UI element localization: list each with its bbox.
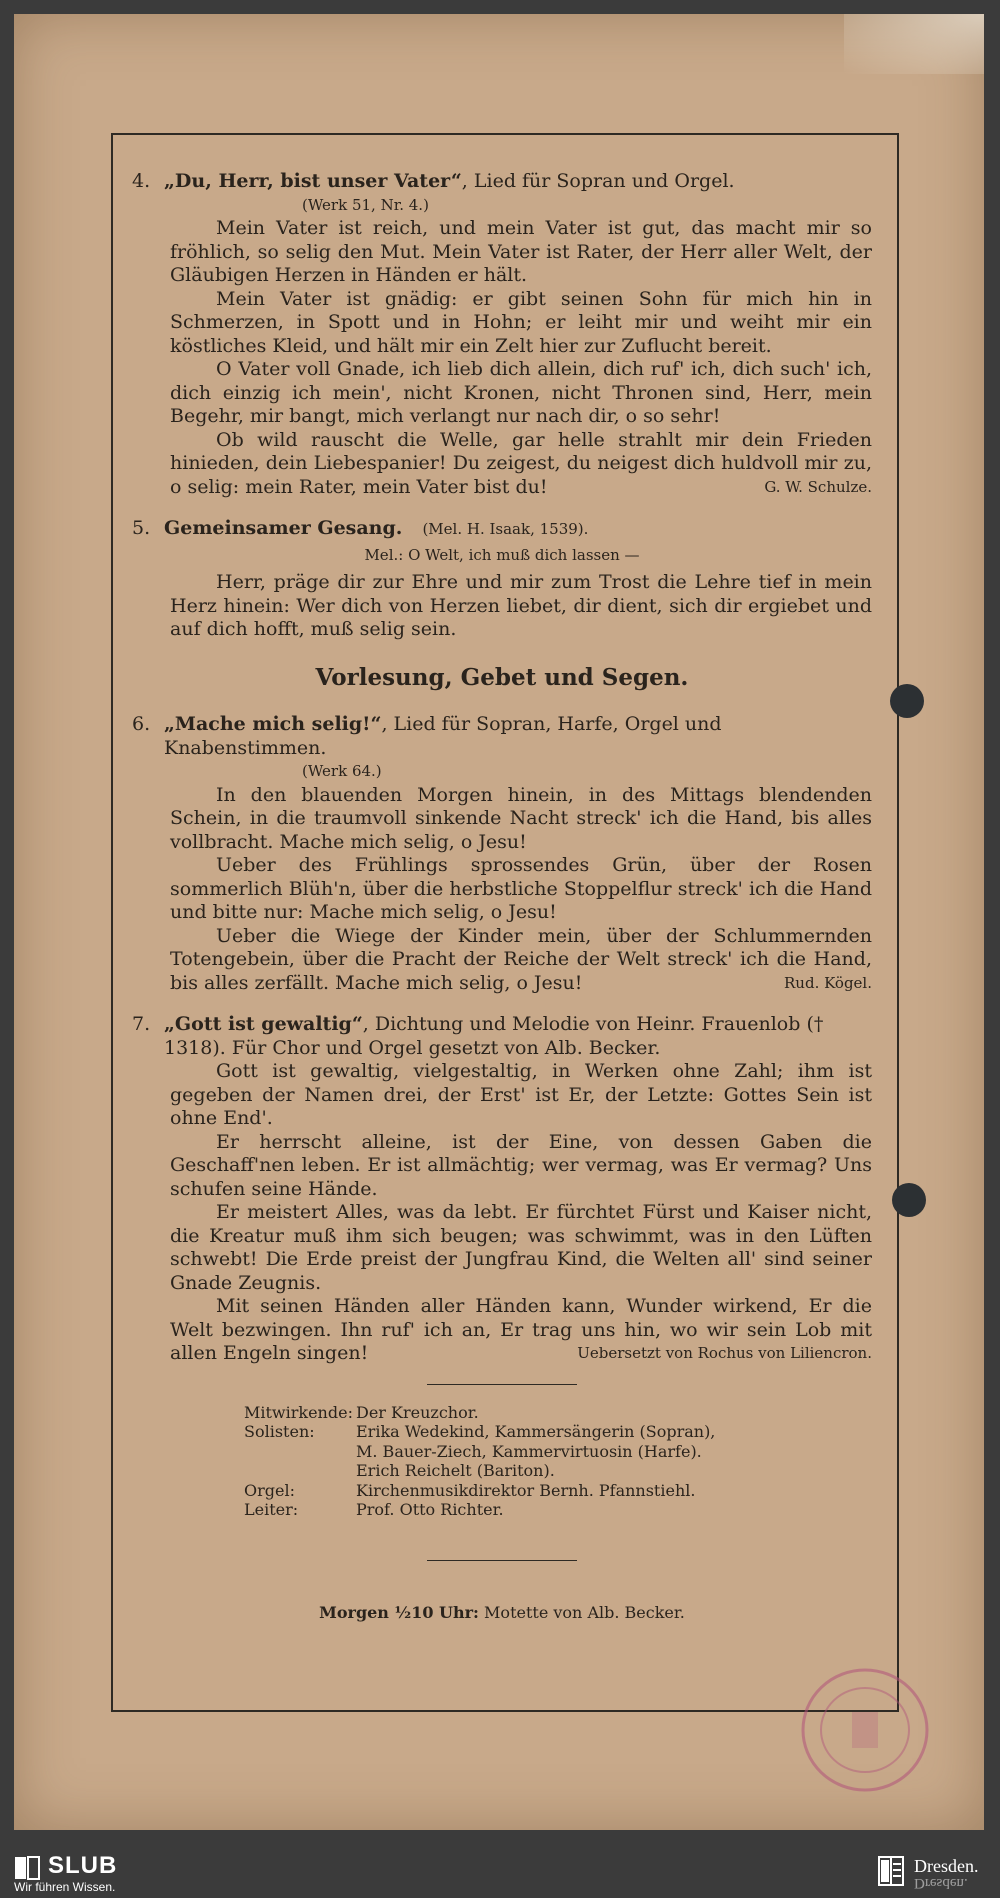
lyrics [170, 217, 872, 499]
item-title: „Gott ist gewaltig“ [164, 1013, 363, 1035]
item-description: , Lied für Sopran, Harfe, Orgel und Knabenstimmen. [164, 713, 722, 759]
lyrics [170, 784, 872, 996]
author-credit: Rud. Kögel. [784, 973, 872, 992]
stanza: Mein Vater ist reich, und mein Vater ist gut, das macht mir so fröhlich, so selig den Mut. Mein Vater ist Rater, der Herr aller Welt, der Gläubigen Herzen in Händen er hält. [170, 217, 872, 286]
slub-slogan: Wir führen Wissen. [14, 1880, 116, 1894]
divider [427, 1384, 577, 1385]
credit-value: Kirchenmusikdirektor Bernh. Pfannstiehl. [356, 1480, 696, 1500]
paper-stain [844, 14, 984, 74]
lyrics [170, 1060, 872, 1366]
credit-value: M. Bauer-Ziech, Kammervirtuosin (Harfe). [356, 1441, 702, 1461]
work-reference: (Werk 64.) [302, 762, 382, 780]
stanza: In den blauenden Morgen hinein, in des Mittags blendenden Schein, in die traumvoll sinkende Nacht streck' ich die Hand, bis alles vollbracht. Mache mich selig, o Jesu! [170, 783, 872, 853]
dresden-coat-of-arms-icon [878, 1856, 904, 1886]
item-number: 5. [132, 517, 151, 539]
slub-name: SLUB [48, 1852, 118, 1879]
author-credit: G. W. Schulze. [764, 477, 872, 496]
performers-list [244, 1403, 872, 1520]
stanza: Herr, präge dir zur Ehre und mir zum Trost die Lehre tief in mein Herz hinein: Wer dich von Herzen liebet, dir dient, sich dir ergiebet und auf dich hofft, muß selig sein. [170, 571, 872, 640]
item-title: Gemeinsamer Gesang. [164, 517, 403, 539]
credit-label: Orgel: [244, 1480, 295, 1500]
slub-logo-icon [14, 1855, 40, 1881]
item-title: „Mache mich selig!“ [164, 713, 382, 735]
author-credit: Uebersetzt von Rochus von Liliencron. [577, 1344, 872, 1362]
binding-hole [890, 684, 924, 718]
next-event-note [132, 1601, 872, 1625]
footer-bar [0, 1846, 1000, 1898]
stanza: O Vater voll Gnade, ich lieb dich allein, dich ruf' ich, dich such' ich, dich einzig ich mein', nicht Kronen, nicht Thronen sind, Herr, mein Begehr, mir bangt, mich verlangt nur nach dir, o so sehr! [170, 358, 872, 427]
program-item-6 [132, 713, 872, 995]
credit-value: Erich Reichelt (Bariton). [356, 1461, 555, 1480]
dresden-name: Dresden. [914, 1856, 979, 1876]
stanza: Ueber die Wiege der Kinder mein, über der Schlummernden Totengebein, über die Pracht der Reiche der Welt streck' ich die Hand, bis alles zerfällt. Mache mich selig, o Jesu! Rud. Kögel. [170, 924, 872, 994]
item-description: , Dichtung und Melodie von Heinr. Frauenlob († 1318). Für Chor und Orgel gesetzt von Alb. Becker. [164, 1013, 824, 1059]
next-event-text: Motette von Alb. Becker. [484, 1602, 685, 1622]
item-number: 6. [132, 713, 151, 735]
melody-source: (Mel. H. Isaak, 1539). [422, 520, 589, 538]
stanza: Gott ist gewaltig, vielgestaltig, in Werken ohne Zahl; ihm ist gegeben der Namen drei, der Erst' ist Er, der Letzte: Gottes Sein ist ohne End'. [170, 1060, 872, 1129]
item-number: 4. [132, 170, 151, 192]
melody-line: Mel.: O Welt, ich muß dich lassen — [364, 545, 640, 564]
section-heading: Vorlesung, Gebet und Segen. [315, 663, 689, 691]
credit-value: Der Kreuzchor. [356, 1402, 479, 1422]
item-description: , Lied für Sopran und Orgel. [461, 170, 735, 192]
item-title: „Du, Herr, bist unser Vater“ [164, 170, 462, 192]
next-event-label: Morgen ½10 Uhr: [319, 1602, 479, 1622]
divider [427, 1560, 577, 1561]
item-number: 7. [132, 1013, 151, 1035]
work-reference: (Werk 51, Nr. 4.) [302, 195, 429, 214]
lyrics [170, 571, 872, 642]
program-content [132, 170, 872, 1624]
stanza: Ob wild rauscht die Welle, gar helle strahlt mir dein Frieden hinieden, dein Liebespanier! Du zeigest, du neigest dich huldvoll mir zu, o selig: mein Rater, mein Vater bist du! G. W. Schulze. [170, 428, 872, 498]
credit-value: Prof. Otto Richter. [356, 1500, 504, 1519]
stanza: Er meistert Alles, was da lebt. Er fürchtet Fürst und Kaiser nicht, die Kreatur muß ihm sich beugen; was schwimmt, was in den Lüften schwebt! Die Erde preist der Jungfrau Kind, die Welten all' sind seiner Gnade Zeugnis. [170, 1201, 872, 1294]
stanza: Ueber des Frühlings sprossendes Grün, über der Rosen sommerlich Blüh'n, über die herbstliche Stoppelflur streck' ich die Hand und bitte nur: Mache mich selig, o Jesu! [170, 854, 872, 923]
credit-label: Solisten: [244, 1422, 315, 1441]
program-item-5 [132, 517, 872, 642]
credit-label: Mitwirkende: [244, 1402, 353, 1422]
program-item-4 [132, 170, 872, 499]
library-stamp [790, 1660, 940, 1800]
dresden-name-reflection: Dresden. [914, 1875, 968, 1891]
credit-value: Erika Wedekind, Kammersängerin (Sopran), [356, 1422, 716, 1441]
stanza: Mit seinen Händen aller Händen kann, Wunder wirkend, Er die Welt bezwingen. Ihn ruf' ich an, Er trag uns hin, wo wir sein Lob mit allen Engeln singen! Uebersetzt von Rochus von Liliencron. [170, 1295, 872, 1364]
program-item-7 [132, 1013, 872, 1366]
binding-hole [892, 1183, 926, 1217]
stanza: Mein Vater ist gnädig: er gibt seinen Sohn für mich hin in Schmerzen, in Spott und in Hohn; er leiht mir und weiht mir ein köstliches Kleid, und hält mir ein Zelt hier zur Zuflucht bereit. [170, 287, 872, 357]
stanza: Er herrscht alleine, ist der Eine, von dessen Gaben die Geschaff'nen leben. Er ist allmächtig; wer vermag, was Er vermag? Uns schufen seine Hände. [170, 1130, 872, 1200]
credit-label: Leiter: [244, 1500, 299, 1519]
